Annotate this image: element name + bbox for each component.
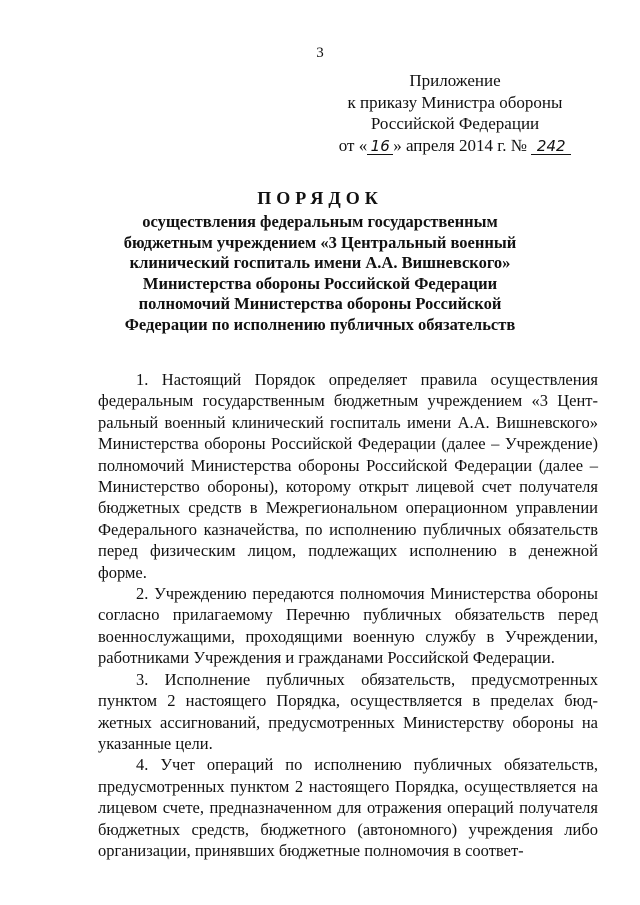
subtitle-line: полномочий Министерства обороны Российской — [138, 294, 502, 313]
paragraph-2: 2. Учреждению передаются полномочия Министерства обороны согласно прилагаемому Перечню публичных обязательств перед военнослужащими, проходящими военную службу в Учреждении, работниками Учреждения и гражданами Российской Федерации. — [98, 584, 598, 668]
document-title: ПОРЯДОК — [257, 188, 383, 208]
subtitle-line: Министерства обороны Российской Федерации — [142, 273, 498, 293]
page-number: 3 — [316, 45, 324, 61]
document-body — [98, 369, 598, 861]
subtitle-line: Федерации по исполнению публичных обязательств — [124, 314, 516, 334]
document-subtitle — [100, 212, 540, 335]
handwritten-day: 16 — [367, 139, 393, 155]
paragraph-1: 1. Настоящий Порядок определяет правила осуществления федеральным государственным бюджетным учреждением «3 Центральный военный клинический госпиталь имени А.А. Вишневского» Министерства обороны Российской Федерации (далее – Учреждение) полномочий Министерства обороны Российской Федерации (далее – Министерство обороны), которому открыт лицевой счет получателя бюджетных средств в Межрегиональном операционном управлении Федерального казначейства, по исполнению публичных обязательств перед физическим лицом, подлежащих исполнению в денежной форме. — [98, 370, 598, 582]
subtitle-line: бюджетным учреждением «3 Центральный военный — [123, 232, 517, 252]
subtitle-line: осуществления федеральным государственным — [142, 212, 498, 231]
appendix-block — [330, 70, 580, 156]
order-date-line — [330, 135, 580, 157]
paragraph-3: 3. Исполнение публичных обязательств, предусмотренных пунктом 2 настоящего Порядка, осуществляется в пределах бюджетных ассигнований, предусмотренных Министерству обороны на указанные цели. — [98, 669, 598, 753]
appendix-line: Российской Федерации — [370, 114, 540, 133]
subtitle-line: клинический госпиталь имени А.А. Вишневского» — [129, 253, 511, 272]
appendix-line: Приложение — [409, 71, 501, 90]
date-prefix: от « — [338, 135, 368, 155]
appendix-line: к приказу Министра обороны — [347, 92, 563, 112]
handwritten-order-number: 242 — [531, 139, 571, 155]
date-middle: » апреля 2014 г. № — [393, 135, 527, 155]
paragraph-4: 4. Учет операций по исполнению публичных обязательств, предусмотренных пунктом 2 настоящего Порядка, осуществляется на лицевом счете, предназначенном для отражения операций получателя бюджетных средств, бюджетного (автономного) учреждения либо организации, принявших бюджетные полномочия в соответ- — [98, 755, 598, 860]
